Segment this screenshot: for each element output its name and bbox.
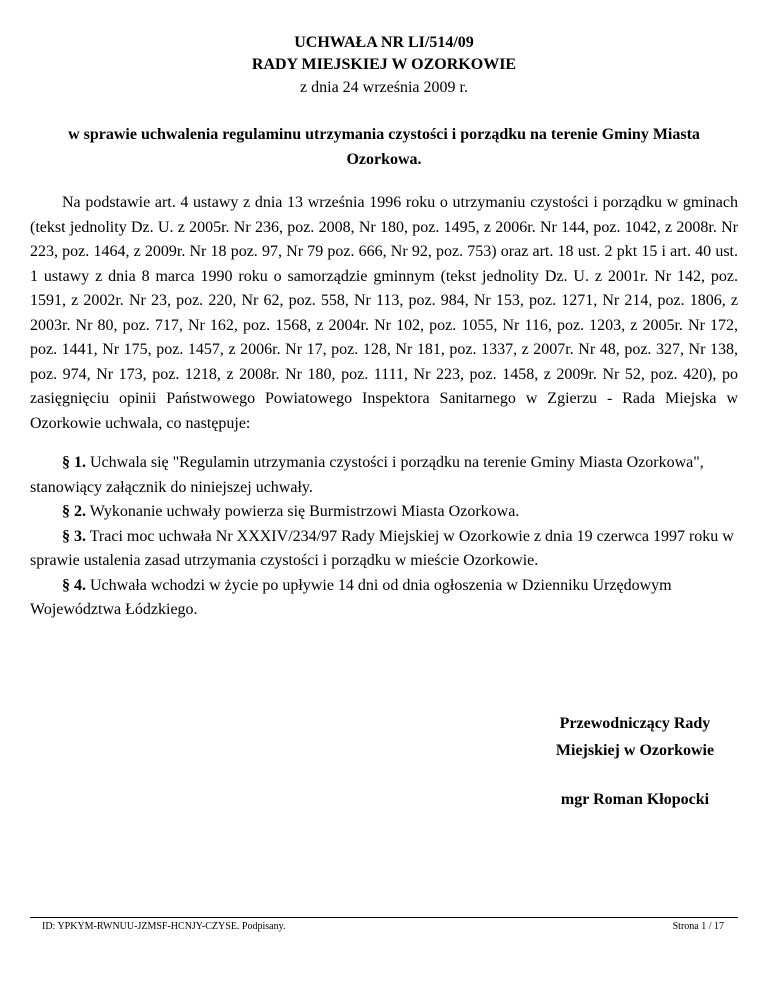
paragraph-1	[30, 451, 738, 500]
footer-divider	[30, 917, 738, 918]
signatory-title-line2: Miejskiej w Ozorkowie	[555, 742, 715, 759]
paragraph-number: § 2.	[62, 503, 86, 520]
signatory-name: mgr Roman Kłopocki	[560, 791, 710, 808]
paragraph-text: Traci moc uchwała Nr XXXIV/234/97 Rady Miejskiej w Ozorkowie z dnia 19 czerwca 1997 roku w sprawie ustalenia zasad utrzymania czystości i porządku w mieście Ozorkowie.	[30, 527, 734, 569]
paragraph-number: § 3.	[62, 527, 86, 545]
page-number: Strona 1 / 17	[672, 921, 724, 932]
resolution-header	[0, 32, 768, 100]
legal-basis-preamble: Na podstawie art. 4 ustawy z dnia 13 września 1996 roku o utrzymaniu czystości i porządku w gminach (tekst jednolity Dz. U. z 2005r. Nr 236, poz. 2008, Nr 180, poz. 1495, z 2006r. Nr 144, poz. 1042, z 2008r. Nr 223, poz. 1464, z 2009r. Nr 18 poz. 97, Nr 79 poz. 666, Nr 92, poz. 753) oraz art. 18 ust. 2 pkt 15 i art. 40 ust. 1 ustawy z dnia 8 marca 1990 roku o samorządzie gminnym (tekst jednolity Dz. U. z 2001r. Nr 142, poz. 1591, z 2002r. Nr 23, poz. 220, Nr 62, poz. 558, Nr 113, poz. 984, Nr 153, poz. 1271, Nr 214, poz. 1806, z 2003r. Nr 80, poz. 717, Nr 162, poz. 1568, z 2004r. Nr 102, poz. 1055, Nr 116, poz. 1203, z 2005r. Nr 172, poz. 1441, Nr 175, poz. 1457, z 2006r. Nr 17, poz. 128, Nr 181, poz. 1337, z 2007r. Nr 48, poz. 327, Nr 138, poz. 974, Nr 173, poz. 1218, z 2008r. Nr 180, poz. 1111, Nr 223, poz. 1458, z 2009r. Nr 52, poz. 420), po zasięgnięciu opinii Państwowego Powiatowego Inspektora Sanitarnego w Zgierzu - Rada Miejska w Ozorkowie uchwala, co następuje:	[30, 194, 738, 432]
paragraph-4	[30, 574, 738, 623]
paragraph-number: § 4.	[62, 576, 86, 594]
paragraph-text: Wykonanie uchwały powierza się Burmistrzowi Miasta Ozorkowa.	[89, 503, 520, 520]
signature-block	[520, 710, 750, 813]
paragraph-number: § 1.	[62, 454, 86, 471]
signatory-title-line1: Przewodniczący Rady	[559, 715, 711, 732]
paragraph-text: Uchwała wchodzi w życie po upływie 14 dni od dnia ogłoszenia w Dzienniku Urzędowym Województwa Łódzkiego.	[30, 576, 672, 618]
document-id: ID: YPKYM-RWNUU-JZMSF-HCNJY-CZYSE. Podpisany.	[42, 921, 286, 932]
council-name: RADY MIEJSKIEJ W OZORKOWIE	[251, 56, 517, 73]
paragraph-3	[30, 525, 738, 574]
resolution-number: UCHWAŁA NR LI/514/09	[294, 34, 474, 51]
paragraph-text: Uchwala się "Regulamin utrzymania czystości i porządku na terenie Gminy Miasta Ozorkowa", stanowiący załącznik do niniejszej uchwały.	[30, 454, 704, 496]
paragraph-list	[30, 451, 738, 623]
resolution-date: z dnia 24 września 2009 r.	[300, 79, 468, 96]
resolution-subject: w sprawie uchwalenia regulaminu utrzymania czystości i porządku na terenie Gminy Miasta Ozorkowa.	[68, 126, 700, 168]
paragraph-2	[30, 500, 738, 525]
